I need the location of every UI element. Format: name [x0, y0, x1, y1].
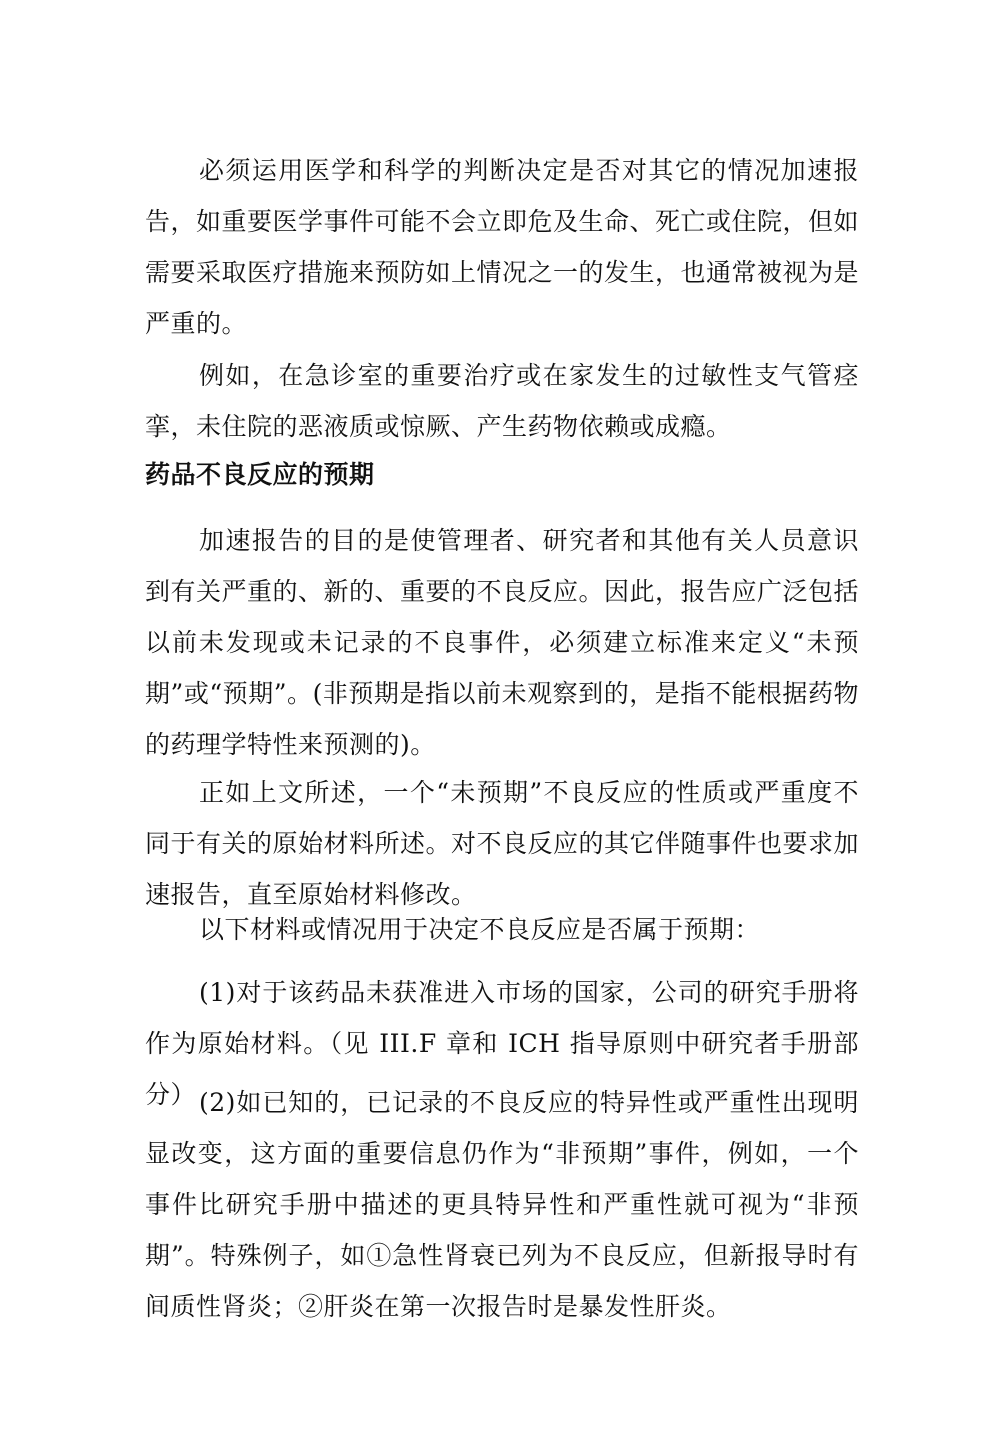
paragraph-criterion-1: (1)对于该药品未获准进入市场的国家，公司的研究手册将作为原始材料。（见 III.F 章和 ICH 指导原则中研究者手册部分）: [145, 978, 859, 1109]
paragraph-criterion-2: (2)如已知的，已记录的不良反应的特异性或严重性出现明显改变，这方面的重要信息仍作为“非预期”事件，例如，一个事件比研究手册中描述的更具特异性和严重性就可视为“非预期”。特殊例子，如①急性肾衰已列为不良反应，但新报导时有间质性肾炎；②肝炎在第一次报告时是暴发性肝炎。: [145, 1088, 859, 1321]
paragraph-unexpected-definition: 正如上文所述，一个“未预期”不良反应的性质或严重度不同于有关的原始材料所述。对不良反应的其它伴随事件也要求加速报告，直至原始材料修改。: [145, 778, 860, 909]
section-heading: 药品不良反应的预期: [145, 460, 375, 489]
paragraph-criteria-intro: 以下材料或情况用于决定不良反应是否属于预期：: [199, 915, 761, 944]
paragraph-medical-judgment: 必须运用医学和科学的判断决定是否对其它的情况加速报告，如重要医学事件可能不会立即危及生命、死亡或住院，但如需要采取医疗措施来预防如上情况之一的发生，也通常被视为是严重的。: [145, 156, 860, 338]
paragraph-examples: 例如，在急诊室的重要治疗或在家发生的过敏性支气管痉挛，未住院的恶液质或惊厥、产生药物依赖或成瘾。: [145, 361, 859, 441]
paragraph-purpose: 加速报告的目的是使管理者、研究者和其他有关人员意识到有关严重的、新的、重要的不良反应。因此，报告应广泛包括以前未发现或未记录的不良事件，必须建立标准来定义“未预期”或“预期”。(非预期是指以前未观察到的，是指不能根据药物的药理学特性来预测的)。: [145, 526, 860, 759]
